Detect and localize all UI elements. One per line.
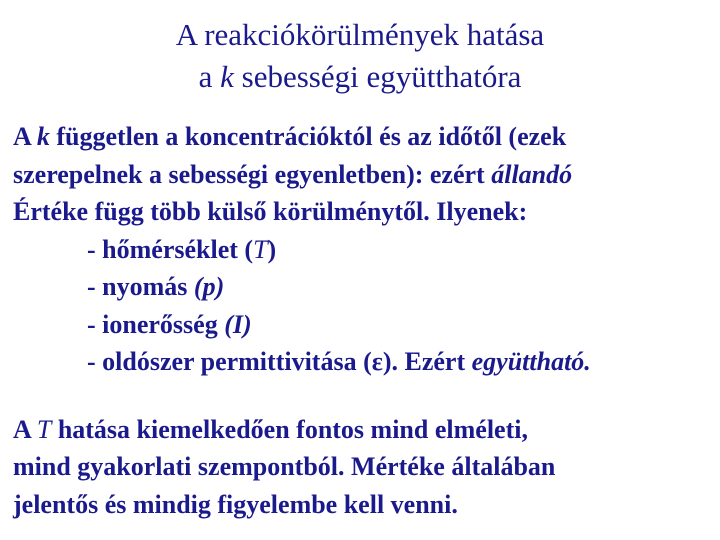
permittivity-italic: együttható. <box>471 347 591 376</box>
title-line-2-prefix: a <box>198 59 221 94</box>
para1-line-2-text: szerepelnek a sebességi egyenletben): ezért <box>13 159 492 189</box>
list-item-permittivity <box>13 343 713 381</box>
pressure-symbol: (p) <box>193 272 225 301</box>
slide-title <box>0 14 720 98</box>
list-item-temperature-text: - hőmérséklet ( <box>87 234 254 264</box>
list-item-pressure <box>13 268 713 306</box>
title-k-symbol: k <box>220 59 234 94</box>
ionic-strength-symbol: (I) <box>224 309 252 339</box>
para1-line-1 <box>13 118 713 156</box>
list-item-ionic-strength <box>13 306 713 344</box>
temperature-symbol: T <box>253 234 268 264</box>
list-item-permittivity-text: - oldószer permittivitása (ε). Ezért <box>87 347 472 376</box>
para2-line-1-prefix: A <box>13 414 37 444</box>
para2-line-3: jelentős és mindig figyelembe kell venni. <box>13 489 458 519</box>
slide-body <box>13 118 713 523</box>
para1-line-2 <box>13 156 713 194</box>
para1-k-symbol: k <box>36 122 50 151</box>
title-line-2-suffix: sebességi együtthatóra <box>233 59 522 94</box>
paragraph-spacer <box>13 381 713 411</box>
list-item-temperature <box>13 231 713 269</box>
title-line-1: A reakciókörülmények hatása <box>175 17 545 52</box>
list-item-ionic-strength-text: - ionerősség <box>87 309 225 339</box>
para2-line-2: mind gyakorlati szempontból. Mértéke általában <box>13 452 556 481</box>
title-line-2 <box>0 56 720 98</box>
para2-t-symbol: T <box>36 414 52 444</box>
para2-line-1-suffix: hatása kiemelkedően fontos mind elméleti, <box>51 414 528 444</box>
para1-line-2-italic: állandó <box>491 159 573 189</box>
list-item-temperature-close: ) <box>267 234 277 264</box>
para1-line-1-prefix: A <box>13 122 37 151</box>
list-item-pressure-text: - nyomás <box>87 272 194 301</box>
para1-line-1-suffix: független a koncentrációktól és az időtől (ezek <box>49 122 567 151</box>
para1-line-3: Értéke függ több külső körülménytől. Ilyenek: <box>13 197 528 226</box>
para2-line-1 <box>13 411 713 449</box>
